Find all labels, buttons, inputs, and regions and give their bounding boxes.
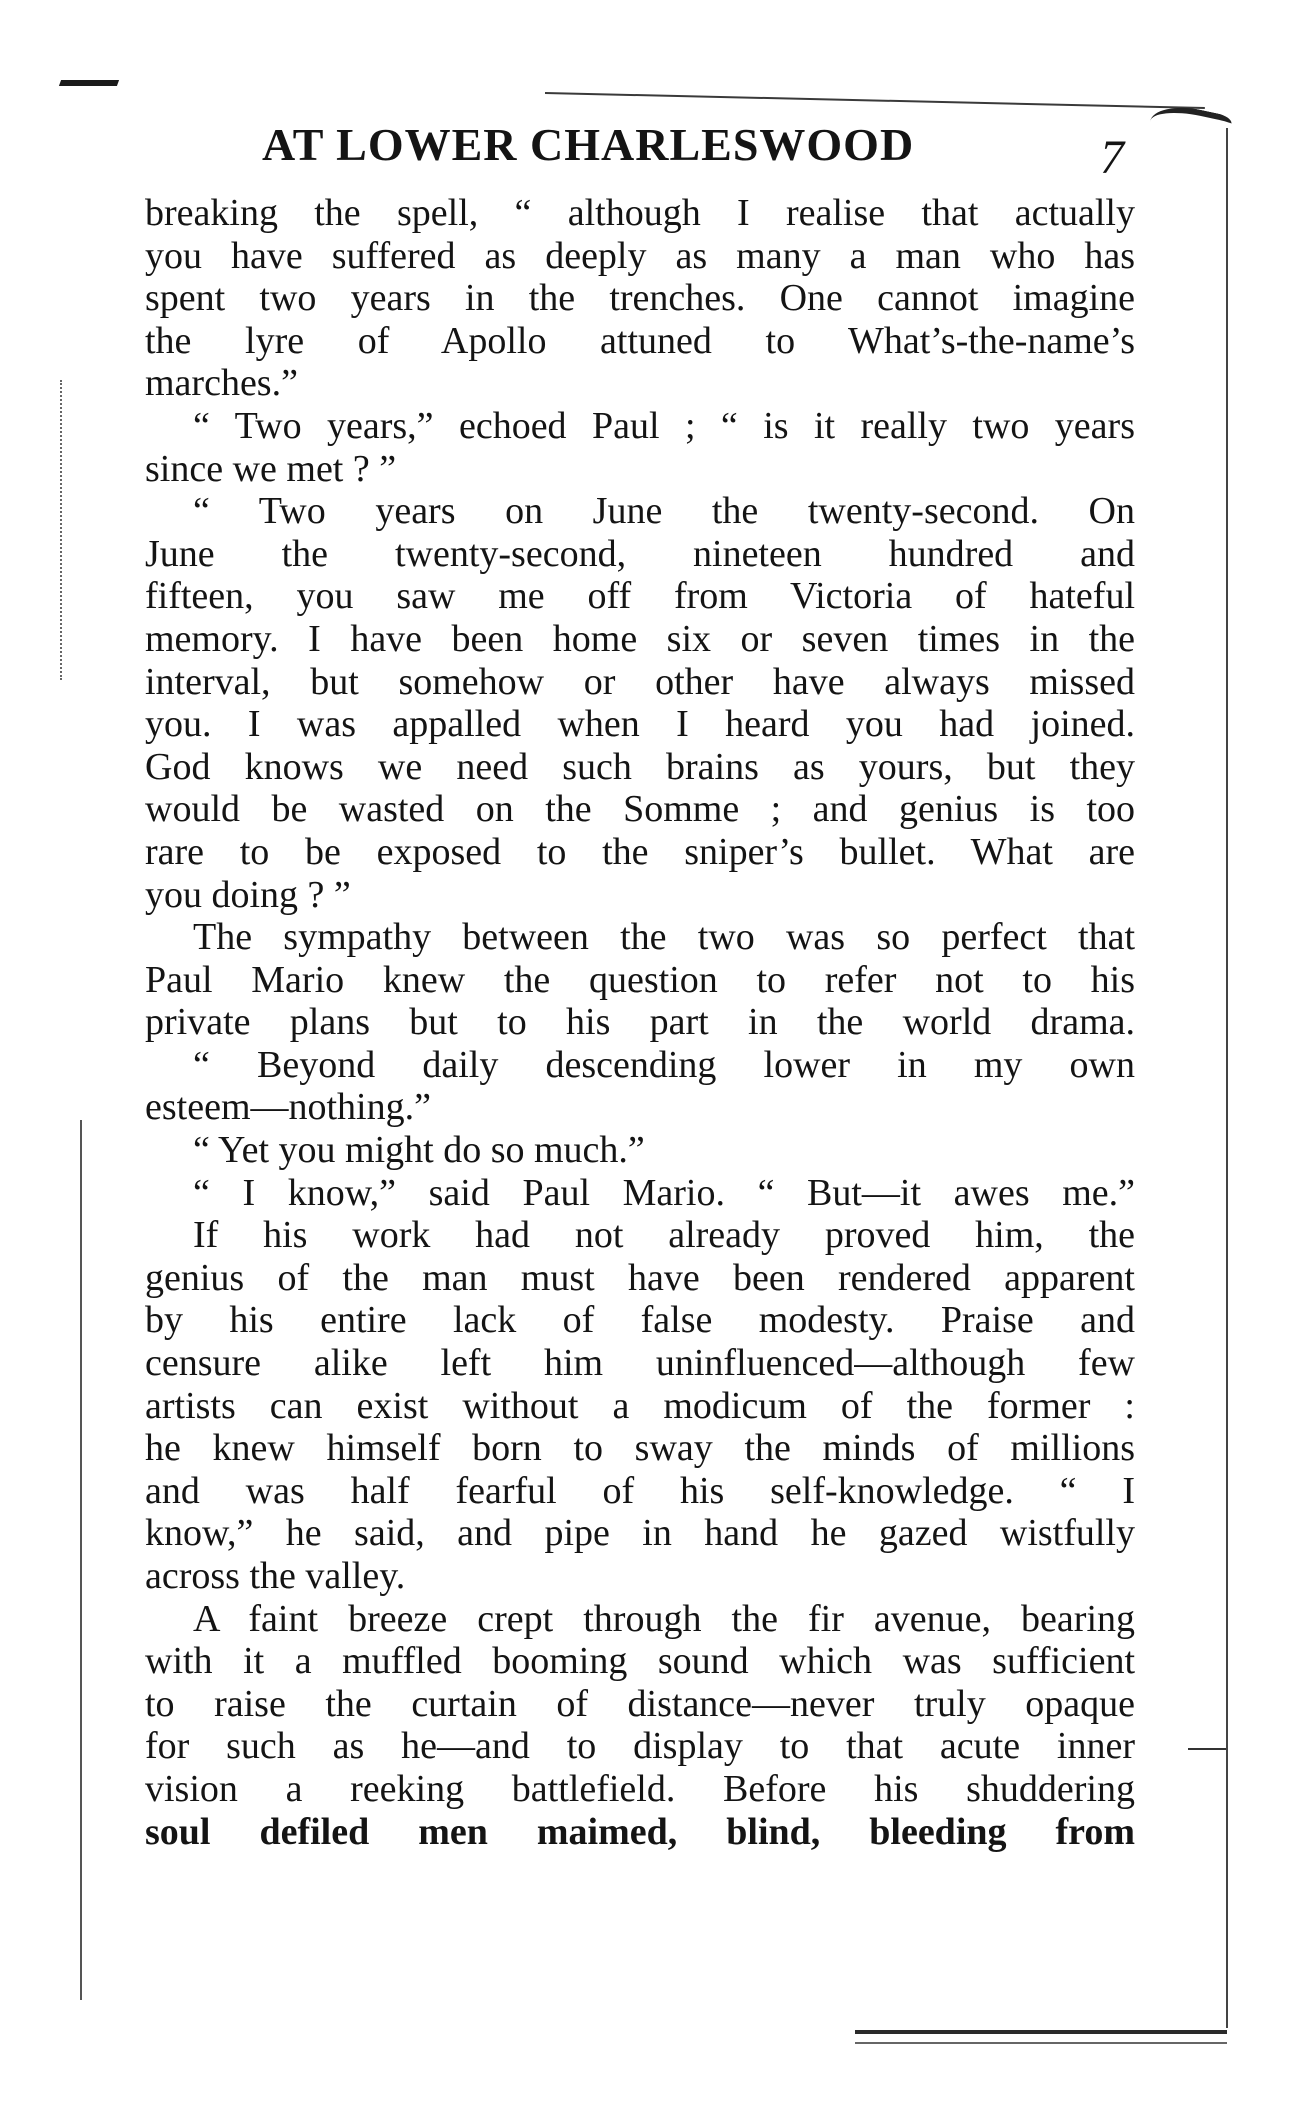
- text-line: fifteen, you saw me off from Victoria of hateful: [145, 575, 1135, 618]
- text-line: you have suffered as deeply as many a man who has: [145, 234, 1135, 277]
- text-line: spent two years in the trenches. One cannot imagine: [145, 277, 1135, 320]
- text-line: memory. I have been home six or seven times in the: [145, 617, 1135, 660]
- page-edge-top: [545, 92, 1205, 109]
- text-line: June the twenty-second, nineteen hundred and: [145, 532, 1135, 575]
- scan-mark: [59, 80, 119, 86]
- text-line: soul defiled men maimed, blind, bleeding from: [145, 1810, 1135, 1853]
- text-line: and was half fearful of his self-knowledge. “ I: [145, 1469, 1135, 1512]
- text-line: God knows we need such brains as yours, but they: [145, 745, 1135, 788]
- text-line: Paul Mario knew the question to refer not to his: [145, 958, 1135, 1001]
- text-line: since we met ? ”: [145, 447, 397, 490]
- text-line: “ Yet you might do so much.”: [193, 1129, 645, 1172]
- text-line: with it a muffled booming sound which was sufficient: [145, 1640, 1135, 1683]
- text-line: “ Two years,” echoed Paul ; “ is it really two years: [193, 404, 1135, 447]
- text-line: “ I know,” said Paul Mario. “ But—it awes me.”: [193, 1171, 1135, 1214]
- text-line: private plans but to his part in the world drama.: [145, 1001, 1135, 1044]
- scan-specks: [60, 380, 70, 680]
- page-edge-right: [1226, 128, 1228, 2028]
- page-edge-left: [80, 1120, 82, 2000]
- text-line: If his work had not already proved him, the: [193, 1214, 1135, 1257]
- text-line: “ Beyond daily descending lower in my own: [193, 1043, 1135, 1086]
- text-line: know,” he said, and pipe in hand he gazed wistfully: [145, 1512, 1135, 1555]
- text-line: he knew himself born to sway the minds of millions: [145, 1427, 1135, 1470]
- running-head: AT LOWER CHARLESWOOD: [262, 119, 915, 170]
- text-line: by his entire lack of false modesty. Praise and: [145, 1299, 1135, 1342]
- text-line: to raise the curtain of distance—never truly opaque: [145, 1682, 1135, 1725]
- text-line: “ Two years on June the twenty-second. On: [193, 490, 1135, 533]
- text-line: you doing ? ”: [145, 873, 351, 916]
- text-line: censure alike left him uninfluenced—although few: [145, 1342, 1135, 1385]
- body-text: [145, 192, 1135, 1853]
- text-line: esteem—nothing.”: [145, 1086, 431, 1129]
- page-header: [262, 118, 1124, 184]
- text-line: interval, but somehow or other have always missed: [145, 660, 1135, 703]
- text-line: across the valley.: [145, 1555, 406, 1597]
- text-line: artists can exist without a modicum of the former :: [145, 1384, 1135, 1427]
- text-line: marches.”: [145, 362, 298, 405]
- page-edge-bottom: [855, 2042, 1227, 2044]
- page-edge-bottom: [855, 2030, 1227, 2034]
- text-line: vision a reeking battlefield. Before his shuddering: [145, 1767, 1135, 1810]
- text-line: genius of the man must have been rendered apparent: [145, 1256, 1135, 1299]
- text-line: would be wasted on the Somme ; and genius is too: [145, 788, 1135, 831]
- text-line: for such as he—and to display to that acute inner: [145, 1725, 1135, 1768]
- page-number: 7: [1100, 131, 1124, 184]
- text-line: breaking the spell, “ although I realise that actually: [145, 192, 1135, 234]
- text-line: the lyre of Apollo attuned to What’s-the-name’s: [145, 319, 1135, 362]
- text-line: A faint breeze crept through the fir avenue, bearing: [193, 1597, 1135, 1640]
- text-line: The sympathy between the two was so perfect that: [193, 916, 1135, 959]
- scan-mark: [1188, 1748, 1226, 1750]
- text-line: you. I was appalled when I heard you had joined.: [145, 703, 1135, 746]
- text-line: rare to be exposed to the sniper’s bullet. What are: [145, 830, 1135, 873]
